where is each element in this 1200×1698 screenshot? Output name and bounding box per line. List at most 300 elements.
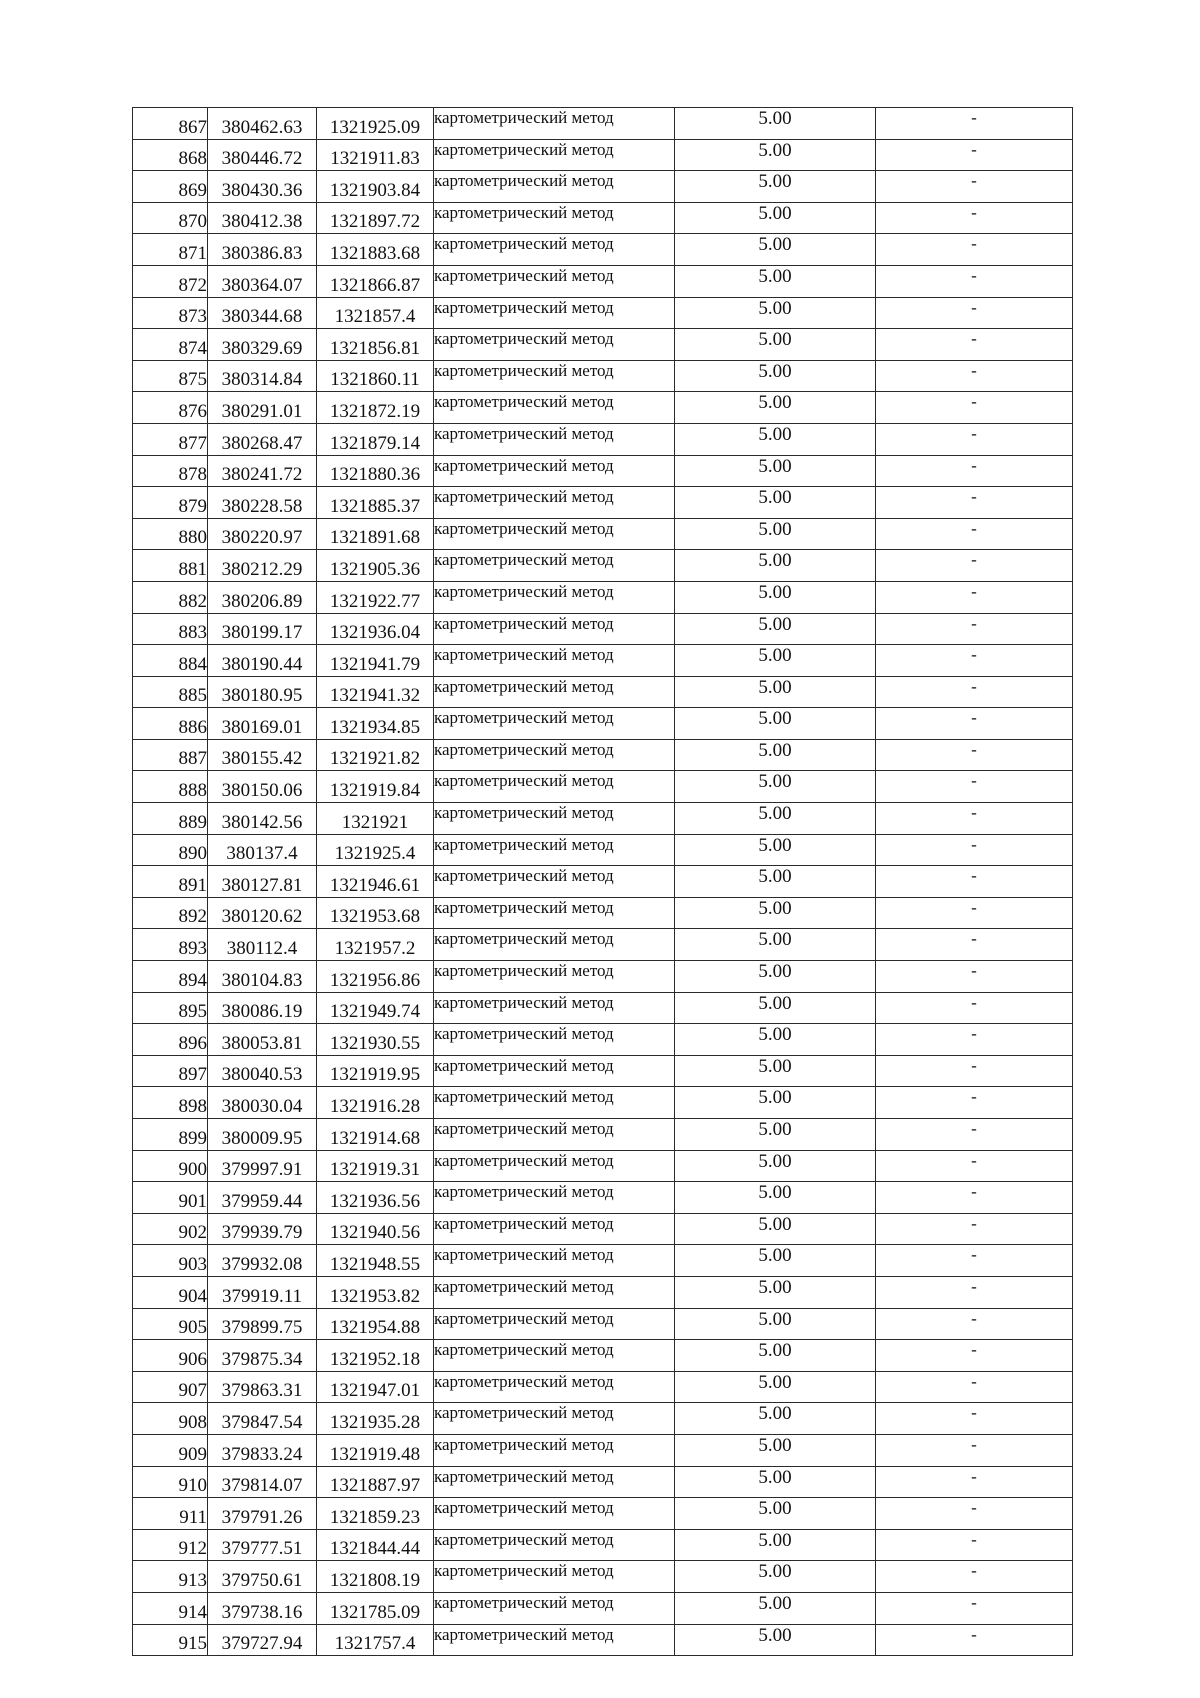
x-coordinate-cell: 379932.08: [208, 1245, 317, 1277]
accuracy-cell: 5.00: [675, 139, 876, 171]
table-row: [133, 834, 1073, 866]
y-coordinate-cell: 1321949.74: [317, 992, 434, 1024]
x-coordinate-cell: 380241.72: [208, 455, 317, 487]
description-cell: -: [876, 1403, 1073, 1435]
method-cell: картометрический метод: [434, 1403, 675, 1435]
description-cell: -: [876, 739, 1073, 771]
x-coordinate-cell: 380199.17: [208, 613, 317, 645]
description-cell: -: [876, 676, 1073, 708]
point-number-cell: 880: [133, 518, 208, 550]
x-coordinate-cell: 380430.36: [208, 171, 317, 203]
method-cell: картометрический метод: [434, 803, 675, 835]
point-number-cell: 906: [133, 1340, 208, 1372]
x-coordinate-cell: 380220.97: [208, 518, 317, 550]
accuracy-cell: 5.00: [675, 929, 876, 961]
point-number-cell: 898: [133, 1087, 208, 1119]
method-cell: картометрический метод: [434, 1466, 675, 1498]
table-row: [133, 202, 1073, 234]
description-cell: -: [876, 550, 1073, 582]
description-cell: -: [876, 329, 1073, 361]
point-number-cell: 904: [133, 1276, 208, 1308]
method-cell: картометрический метод: [434, 487, 675, 519]
y-coordinate-cell: 1321921: [317, 803, 434, 835]
x-coordinate-cell: 380386.83: [208, 234, 317, 266]
point-number-cell: 867: [133, 108, 208, 140]
method-cell: картометрический метод: [434, 897, 675, 929]
method-cell: картометрический метод: [434, 171, 675, 203]
description-cell: -: [876, 992, 1073, 1024]
point-number-cell: 886: [133, 708, 208, 740]
description-cell: -: [876, 866, 1073, 898]
accuracy-cell: 5.00: [675, 1182, 876, 1214]
description-cell: -: [876, 297, 1073, 329]
accuracy-cell: 5.00: [675, 1276, 876, 1308]
method-cell: картометрический метод: [434, 1308, 675, 1340]
description-cell: -: [876, 234, 1073, 266]
description-cell: -: [876, 392, 1073, 424]
table-row: [133, 297, 1073, 329]
x-coordinate-cell: 380228.58: [208, 487, 317, 519]
point-number-cell: 892: [133, 897, 208, 929]
method-cell: картометрический метод: [434, 1276, 675, 1308]
x-coordinate-cell: 379791.26: [208, 1498, 317, 1530]
point-number-cell: 883: [133, 613, 208, 645]
method-cell: картометрический метод: [434, 329, 675, 361]
y-coordinate-cell: 1321897.72: [317, 202, 434, 234]
description-cell: -: [876, 455, 1073, 487]
accuracy-cell: 5.00: [675, 1308, 876, 1340]
x-coordinate-cell: 379814.07: [208, 1466, 317, 1498]
accuracy-cell: 5.00: [675, 1024, 876, 1056]
table-row: [133, 1340, 1073, 1372]
method-cell: картометрический метод: [434, 1119, 675, 1151]
accuracy-cell: 5.00: [675, 1403, 876, 1435]
table-row: [133, 1055, 1073, 1087]
y-coordinate-cell: 1321860.11: [317, 360, 434, 392]
x-coordinate-cell: 380190.44: [208, 645, 317, 677]
method-cell: картометрический метод: [434, 1245, 675, 1277]
table-row: [133, 171, 1073, 203]
y-coordinate-cell: 1321952.18: [317, 1340, 434, 1372]
method-cell: картометрический метод: [434, 1529, 675, 1561]
y-coordinate-cell: 1321919.31: [317, 1150, 434, 1182]
table-row: [133, 739, 1073, 771]
y-coordinate-cell: 1321808.19: [317, 1561, 434, 1593]
point-number-cell: 912: [133, 1529, 208, 1561]
point-number-cell: 889: [133, 803, 208, 835]
y-coordinate-cell: 1321946.61: [317, 866, 434, 898]
method-cell: картометрический метод: [434, 1592, 675, 1624]
accuracy-cell: 5.00: [675, 866, 876, 898]
method-cell: картометрический метод: [434, 139, 675, 171]
x-coordinate-cell: 380344.68: [208, 297, 317, 329]
x-coordinate-cell: 379863.31: [208, 1371, 317, 1403]
point-number-cell: 890: [133, 834, 208, 866]
x-coordinate-cell: 380180.95: [208, 676, 317, 708]
description-cell: -: [876, 803, 1073, 835]
table-row: [133, 1371, 1073, 1403]
table-row: [133, 455, 1073, 487]
y-coordinate-cell: 1321936.56: [317, 1182, 434, 1214]
y-coordinate-cell: 1321940.56: [317, 1213, 434, 1245]
y-coordinate-cell: 1321856.81: [317, 329, 434, 361]
y-coordinate-cell: 1321919.48: [317, 1434, 434, 1466]
x-coordinate-cell: 379727.94: [208, 1624, 317, 1656]
method-cell: картометрический метод: [434, 360, 675, 392]
x-coordinate-cell: 379919.11: [208, 1276, 317, 1308]
point-number-cell: 879: [133, 487, 208, 519]
y-coordinate-cell: 1321925.09: [317, 108, 434, 140]
point-number-cell: 877: [133, 423, 208, 455]
point-number-cell: 905: [133, 1308, 208, 1340]
method-cell: картометрический метод: [434, 708, 675, 740]
point-number-cell: 873: [133, 297, 208, 329]
x-coordinate-cell: 380329.69: [208, 329, 317, 361]
x-coordinate-cell: 379875.34: [208, 1340, 317, 1372]
description-cell: -: [876, 1371, 1073, 1403]
x-coordinate-cell: 380412.38: [208, 202, 317, 234]
table-row: [133, 1561, 1073, 1593]
x-coordinate-cell: 380268.47: [208, 423, 317, 455]
table-row: [133, 139, 1073, 171]
accuracy-cell: 5.00: [675, 392, 876, 424]
accuracy-cell: 5.00: [675, 1466, 876, 1498]
method-cell: картометрический метод: [434, 645, 675, 677]
description-cell: -: [876, 645, 1073, 677]
x-coordinate-cell: 380086.19: [208, 992, 317, 1024]
accuracy-cell: 5.00: [675, 202, 876, 234]
table-row: [133, 518, 1073, 550]
description-cell: -: [876, 487, 1073, 519]
point-number-cell: 882: [133, 581, 208, 613]
method-cell: картометрический метод: [434, 518, 675, 550]
accuracy-cell: 5.00: [675, 961, 876, 993]
table-row: [133, 360, 1073, 392]
accuracy-cell: 5.00: [675, 1529, 876, 1561]
point-number-cell: 871: [133, 234, 208, 266]
description-cell: -: [876, 518, 1073, 550]
y-coordinate-cell: 1321956.86: [317, 961, 434, 993]
method-cell: картометрический метод: [434, 297, 675, 329]
description-cell: -: [876, 1498, 1073, 1530]
accuracy-cell: 5.00: [675, 1371, 876, 1403]
description-cell: -: [876, 1182, 1073, 1214]
table-row: [133, 1529, 1073, 1561]
description-cell: -: [876, 961, 1073, 993]
x-coordinate-cell: 379847.54: [208, 1403, 317, 1435]
point-number-cell: 891: [133, 866, 208, 898]
method-cell: картометрический метод: [434, 392, 675, 424]
method-cell: картометрический метод: [434, 1371, 675, 1403]
y-coordinate-cell: 1321872.19: [317, 392, 434, 424]
x-coordinate-cell: 380112.4: [208, 929, 317, 961]
method-cell: картометрический метод: [434, 676, 675, 708]
description-cell: -: [876, 708, 1073, 740]
x-coordinate-cell: 379997.91: [208, 1150, 317, 1182]
description-cell: -: [876, 360, 1073, 392]
point-number-cell: 870: [133, 202, 208, 234]
x-coordinate-cell: 380104.83: [208, 961, 317, 993]
description-cell: -: [876, 171, 1073, 203]
description-cell: -: [876, 1529, 1073, 1561]
table-row: [133, 1466, 1073, 1498]
table-row: [133, 771, 1073, 803]
accuracy-cell: 5.00: [675, 171, 876, 203]
y-coordinate-cell: 1321948.55: [317, 1245, 434, 1277]
x-coordinate-cell: 380364.07: [208, 265, 317, 297]
y-coordinate-cell: 1321757.4: [317, 1624, 434, 1656]
table-row: [133, 1498, 1073, 1530]
method-cell: картометрический метод: [434, 1087, 675, 1119]
method-cell: картометрический метод: [434, 834, 675, 866]
y-coordinate-cell: 1321880.36: [317, 455, 434, 487]
y-coordinate-cell: 1321936.04: [317, 613, 434, 645]
table-row: [133, 1024, 1073, 1056]
accuracy-cell: 5.00: [675, 581, 876, 613]
point-number-cell: 908: [133, 1403, 208, 1435]
y-coordinate-cell: 1321947.01: [317, 1371, 434, 1403]
method-cell: картометрический метод: [434, 234, 675, 266]
y-coordinate-cell: 1321930.55: [317, 1024, 434, 1056]
table-row: [133, 708, 1073, 740]
point-number-cell: 869: [133, 171, 208, 203]
table-row: [133, 645, 1073, 677]
accuracy-cell: 5.00: [675, 803, 876, 835]
accuracy-cell: 5.00: [675, 992, 876, 1024]
accuracy-cell: 5.00: [675, 487, 876, 519]
x-coordinate-cell: 379738.16: [208, 1592, 317, 1624]
y-coordinate-cell: 1321921.82: [317, 739, 434, 771]
point-number-cell: 897: [133, 1055, 208, 1087]
table-row: [133, 1276, 1073, 1308]
method-cell: картометрический метод: [434, 108, 675, 140]
point-number-cell: 887: [133, 739, 208, 771]
accuracy-cell: 5.00: [675, 1340, 876, 1372]
x-coordinate-cell: 379939.79: [208, 1213, 317, 1245]
x-coordinate-cell: 380040.53: [208, 1055, 317, 1087]
description-cell: -: [876, 1561, 1073, 1593]
method-cell: картометрический метод: [434, 1340, 675, 1372]
table-row: [133, 423, 1073, 455]
table-row: [133, 992, 1073, 1024]
table-row: [133, 1624, 1073, 1656]
description-cell: -: [876, 834, 1073, 866]
description-cell: -: [876, 1150, 1073, 1182]
y-coordinate-cell: 1321914.68: [317, 1119, 434, 1151]
y-coordinate-cell: 1321916.28: [317, 1087, 434, 1119]
description-cell: -: [876, 929, 1073, 961]
point-number-cell: 872: [133, 265, 208, 297]
x-coordinate-cell: 380206.89: [208, 581, 317, 613]
point-number-cell: 868: [133, 139, 208, 171]
point-number-cell: 901: [133, 1182, 208, 1214]
x-coordinate-cell: 380314.84: [208, 360, 317, 392]
accuracy-cell: 5.00: [675, 423, 876, 455]
table-row: [133, 487, 1073, 519]
x-coordinate-cell: 380127.81: [208, 866, 317, 898]
description-cell: -: [876, 581, 1073, 613]
point-number-cell: 896: [133, 1024, 208, 1056]
x-coordinate-cell: 379833.24: [208, 1434, 317, 1466]
method-cell: картометрический метод: [434, 202, 675, 234]
point-number-cell: 875: [133, 360, 208, 392]
accuracy-cell: 5.00: [675, 1245, 876, 1277]
table-row: [133, 1119, 1073, 1151]
accuracy-cell: 5.00: [675, 518, 876, 550]
accuracy-cell: 5.00: [675, 1213, 876, 1245]
description-cell: -: [876, 771, 1073, 803]
y-coordinate-cell: 1321953.82: [317, 1276, 434, 1308]
accuracy-cell: 5.00: [675, 297, 876, 329]
y-coordinate-cell: 1321903.84: [317, 171, 434, 203]
point-number-cell: 907: [133, 1371, 208, 1403]
x-coordinate-cell: 380150.06: [208, 771, 317, 803]
accuracy-cell: 5.00: [675, 676, 876, 708]
description-cell: -: [876, 1466, 1073, 1498]
table-row: [133, 1434, 1073, 1466]
y-coordinate-cell: 1321935.28: [317, 1403, 434, 1435]
y-coordinate-cell: 1321922.77: [317, 581, 434, 613]
method-cell: картометрический метод: [434, 1213, 675, 1245]
table-row: [133, 1087, 1073, 1119]
accuracy-cell: 5.00: [675, 1561, 876, 1593]
method-cell: картометрический метод: [434, 1434, 675, 1466]
method-cell: картометрический метод: [434, 1055, 675, 1087]
accuracy-cell: 5.00: [675, 1150, 876, 1182]
table-row: [133, 550, 1073, 582]
accuracy-cell: 5.00: [675, 708, 876, 740]
description-cell: -: [876, 1340, 1073, 1372]
y-coordinate-cell: 1321919.84: [317, 771, 434, 803]
table-row: [133, 265, 1073, 297]
accuracy-cell: 5.00: [675, 739, 876, 771]
table-row: [133, 1403, 1073, 1435]
method-cell: картометрический метод: [434, 1561, 675, 1593]
accuracy-cell: 5.00: [675, 834, 876, 866]
x-coordinate-cell: 380212.29: [208, 550, 317, 582]
point-number-cell: 884: [133, 645, 208, 677]
point-number-cell: 876: [133, 392, 208, 424]
method-cell: картометрический метод: [434, 455, 675, 487]
table-row: [133, 1150, 1073, 1182]
table-row: [133, 234, 1073, 266]
method-cell: картометрический метод: [434, 961, 675, 993]
x-coordinate-cell: 380137.4: [208, 834, 317, 866]
accuracy-cell: 5.00: [675, 234, 876, 266]
table-row: [133, 803, 1073, 835]
x-coordinate-cell: 380446.72: [208, 139, 317, 171]
coordinates-table: [132, 107, 1073, 1656]
point-number-cell: 885: [133, 676, 208, 708]
point-number-cell: 900: [133, 1150, 208, 1182]
y-coordinate-cell: 1321879.14: [317, 423, 434, 455]
y-coordinate-cell: 1321883.68: [317, 234, 434, 266]
x-coordinate-cell: 380142.56: [208, 803, 317, 835]
point-number-cell: 902: [133, 1213, 208, 1245]
method-cell: картометрический метод: [434, 581, 675, 613]
y-coordinate-cell: 1321844.44: [317, 1529, 434, 1561]
method-cell: картометрический метод: [434, 771, 675, 803]
table-row: [133, 1592, 1073, 1624]
accuracy-cell: 5.00: [675, 897, 876, 929]
y-coordinate-cell: 1321887.97: [317, 1466, 434, 1498]
y-coordinate-cell: 1321953.68: [317, 897, 434, 929]
y-coordinate-cell: 1321866.87: [317, 265, 434, 297]
description-cell: -: [876, 1592, 1073, 1624]
y-coordinate-cell: 1321954.88: [317, 1308, 434, 1340]
x-coordinate-cell: 379959.44: [208, 1182, 317, 1214]
point-number-cell: 909: [133, 1434, 208, 1466]
y-coordinate-cell: 1321885.37: [317, 487, 434, 519]
table-row: [133, 1308, 1073, 1340]
point-number-cell: 881: [133, 550, 208, 582]
x-coordinate-cell: 380030.04: [208, 1087, 317, 1119]
point-number-cell: 888: [133, 771, 208, 803]
method-cell: картометрический метод: [434, 1498, 675, 1530]
x-coordinate-cell: 380169.01: [208, 708, 317, 740]
point-number-cell: 911: [133, 1498, 208, 1530]
y-coordinate-cell: 1321934.85: [317, 708, 434, 740]
table-row: [133, 1245, 1073, 1277]
table-row: [133, 676, 1073, 708]
table-row: [133, 581, 1073, 613]
table-row: [133, 866, 1073, 898]
accuracy-cell: 5.00: [675, 360, 876, 392]
method-cell: картометрический метод: [434, 866, 675, 898]
method-cell: картометрический метод: [434, 929, 675, 961]
x-coordinate-cell: 380462.63: [208, 108, 317, 140]
x-coordinate-cell: 379750.61: [208, 1561, 317, 1593]
accuracy-cell: 5.00: [675, 613, 876, 645]
coordinates-table-body: [133, 108, 1073, 1656]
accuracy-cell: 5.00: [675, 1592, 876, 1624]
description-cell: -: [876, 202, 1073, 234]
table-row: [133, 961, 1073, 993]
description-cell: -: [876, 1024, 1073, 1056]
description-cell: -: [876, 897, 1073, 929]
method-cell: картометрический метод: [434, 1624, 675, 1656]
table-row: [133, 929, 1073, 961]
point-number-cell: 894: [133, 961, 208, 993]
point-number-cell: 913: [133, 1561, 208, 1593]
method-cell: картометрический метод: [434, 992, 675, 1024]
point-number-cell: 899: [133, 1119, 208, 1151]
point-number-cell: 914: [133, 1592, 208, 1624]
x-coordinate-cell: 380291.01: [208, 392, 317, 424]
method-cell: картометрический метод: [434, 1182, 675, 1214]
y-coordinate-cell: 1321911.83: [317, 139, 434, 171]
accuracy-cell: 5.00: [675, 1055, 876, 1087]
point-number-cell: 895: [133, 992, 208, 1024]
description-cell: -: [876, 1119, 1073, 1151]
accuracy-cell: 5.00: [675, 1087, 876, 1119]
x-coordinate-cell: 380053.81: [208, 1024, 317, 1056]
description-cell: -: [876, 139, 1073, 171]
description-cell: -: [876, 1055, 1073, 1087]
description-cell: -: [876, 1308, 1073, 1340]
table-row: [133, 329, 1073, 361]
accuracy-cell: 5.00: [675, 645, 876, 677]
y-coordinate-cell: 1321941.32: [317, 676, 434, 708]
method-cell: картометрический метод: [434, 550, 675, 582]
accuracy-cell: 5.00: [675, 108, 876, 140]
description-cell: -: [876, 423, 1073, 455]
description-cell: -: [876, 1624, 1073, 1656]
description-cell: -: [876, 1434, 1073, 1466]
table-row: [133, 1182, 1073, 1214]
accuracy-cell: 5.00: [675, 1119, 876, 1151]
y-coordinate-cell: 1321785.09: [317, 1592, 434, 1624]
